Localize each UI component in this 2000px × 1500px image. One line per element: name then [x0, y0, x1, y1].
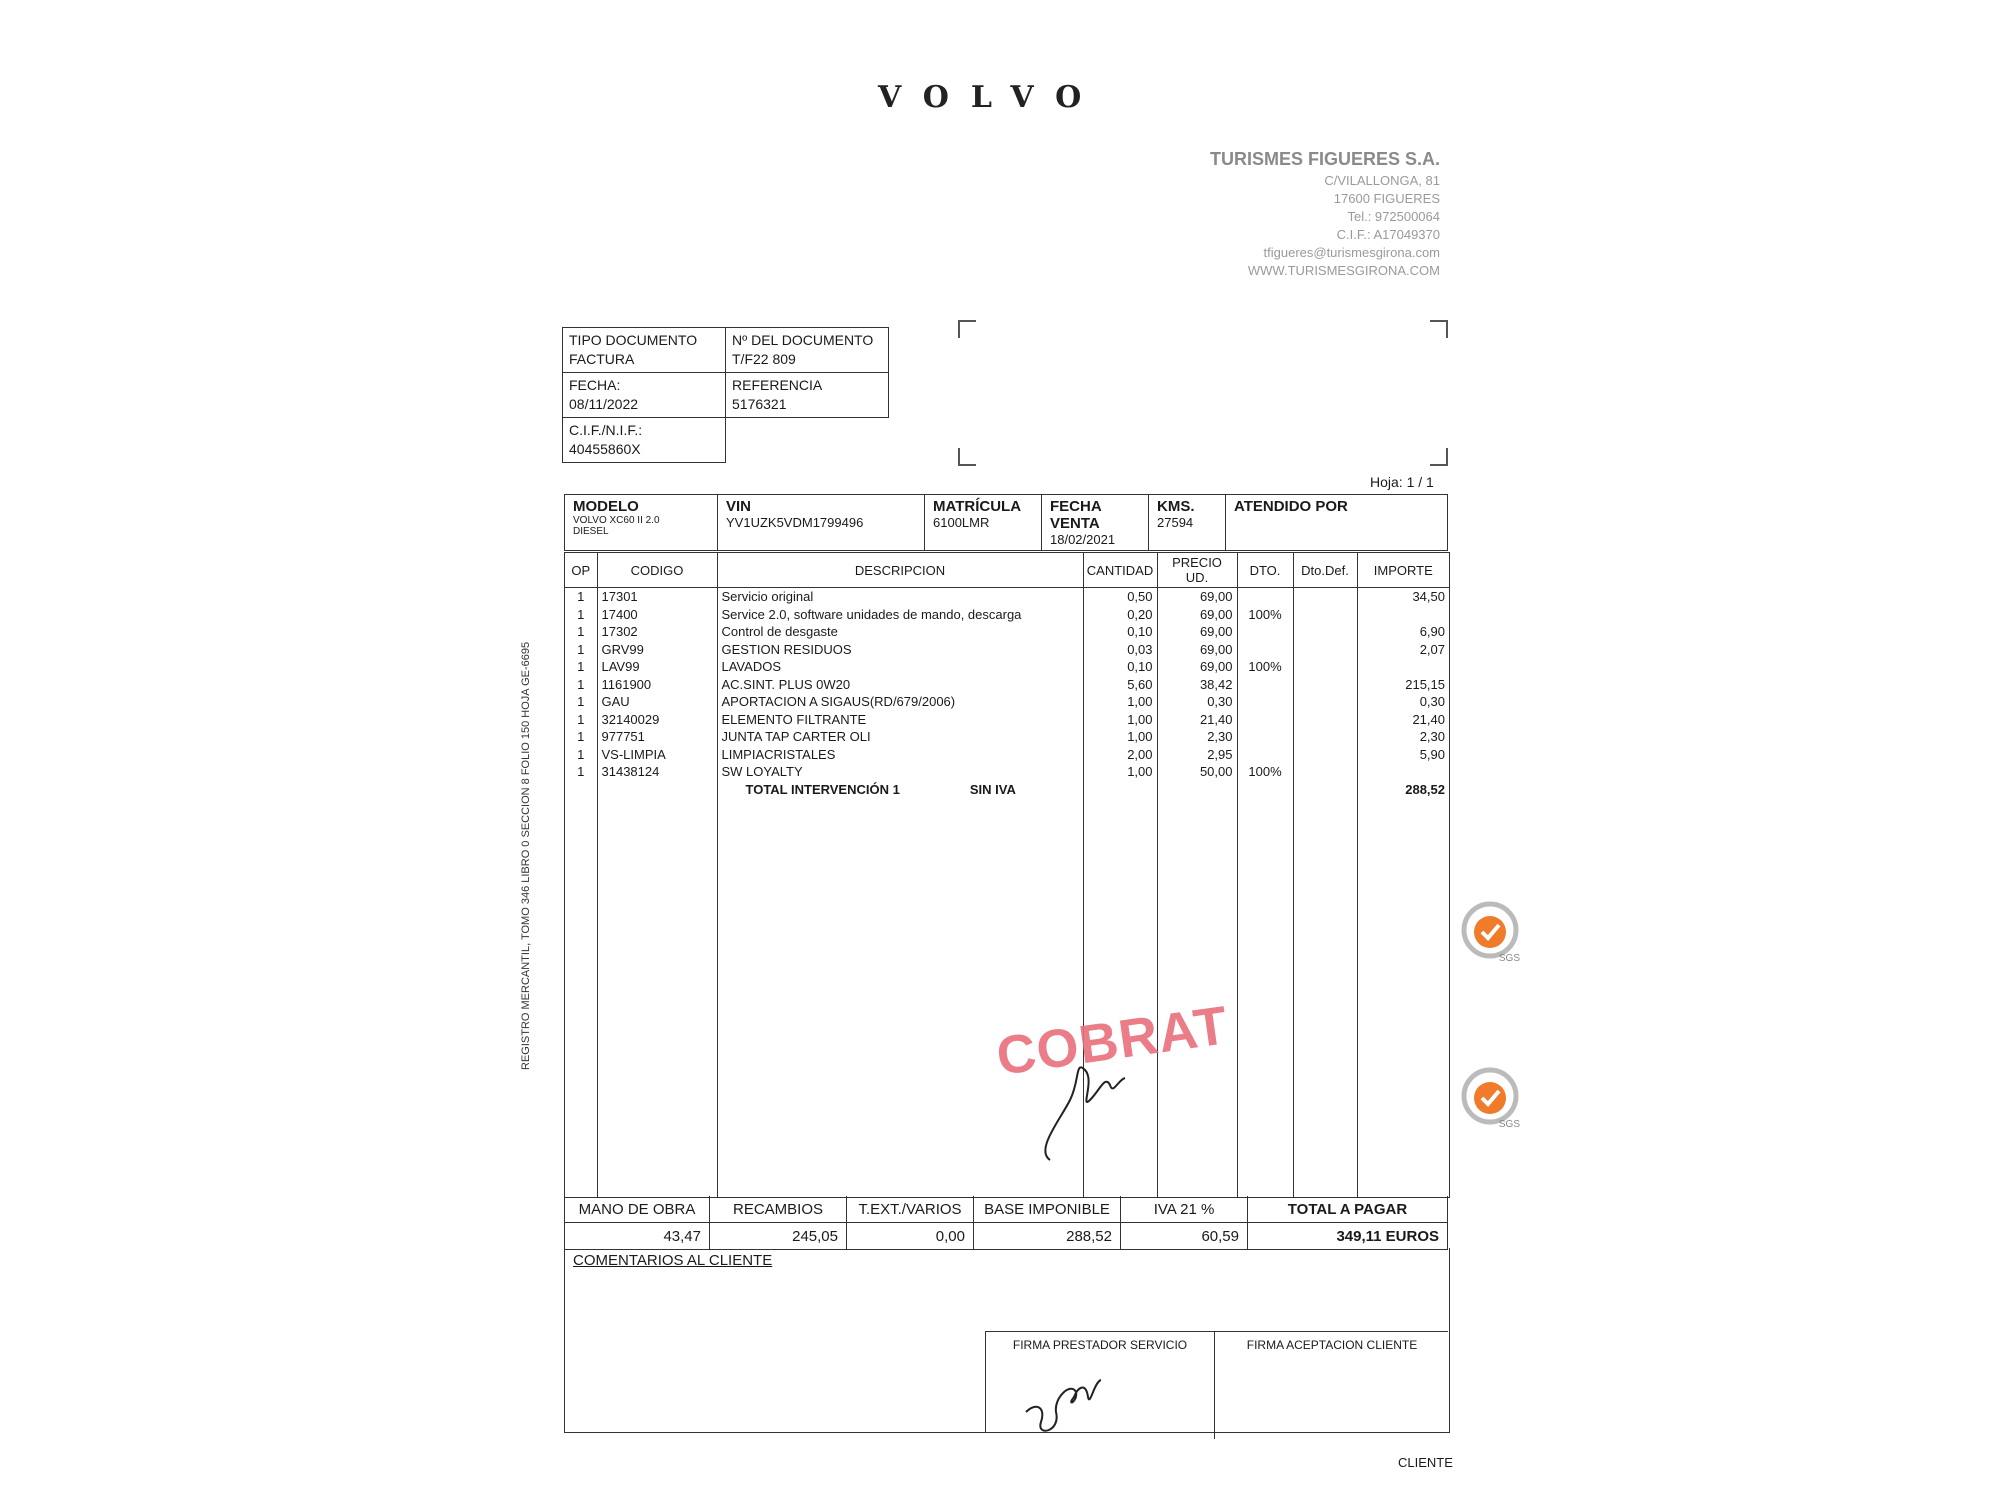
filler-cell [565, 798, 597, 1197]
sgs-logo-1 [1460, 900, 1520, 964]
filler-cell [1293, 798, 1357, 1197]
recambios-value: 245,05 [710, 1223, 847, 1250]
line-importe: 2,30 [1419, 729, 1445, 744]
line-codigo: 17302 [597, 623, 717, 641]
line-dto [1237, 711, 1293, 729]
company-email: tfigueres@turismesgirona.com [1263, 245, 1440, 260]
line-codigo: VS-LIMPIA [597, 746, 717, 764]
firma-cliente: FIRMA ACEPTACION CLIENTE [1246, 1338, 1418, 1352]
line-descripcion: APORTACION A SIGAUS(RD/679/2006) [717, 693, 1083, 711]
stamp-signature [1030, 1040, 1130, 1170]
company-cif: C.I.F.: A17049370 [1336, 227, 1440, 242]
fecha-venta-value: 18/02/2021 [1050, 532, 1116, 547]
col-dto: DTO. [1237, 553, 1293, 588]
line-items-body [565, 588, 1449, 1198]
sgs-label-1: SGS [1498, 953, 1520, 964]
line-precio: 69,00 [1157, 588, 1237, 606]
tipo-documento-cell [563, 328, 726, 373]
filler-cell [717, 798, 1083, 1197]
kms-cell [1149, 495, 1226, 551]
line-op: 1 [565, 658, 597, 676]
col-cantidad: CANTIDAD [1083, 553, 1157, 588]
vin-label: VIN [726, 498, 752, 515]
firma-prestador-label: FIRMA PRESTADOR SERVICIO [1012, 1338, 1188, 1352]
table-row [565, 763, 1449, 781]
line-descripcion: Servicio original [717, 588, 1083, 606]
line-op: 1 [565, 711, 597, 729]
table-row [565, 746, 1449, 764]
line-codigo: LAV99 [597, 658, 717, 676]
table-row [565, 676, 1449, 694]
table-row [565, 711, 1449, 729]
line-dtodef [1293, 728, 1357, 746]
line-op: 1 [565, 606, 597, 624]
line-descripcion: LIMPIACRISTALES [717, 746, 1083, 764]
table-row [565, 658, 1449, 676]
line-cantidad: 1,00 [1083, 711, 1157, 729]
line-importe: 21,40 [1412, 711, 1445, 727]
matricula-value: 6100LMR [933, 515, 990, 530]
line-importe: 6,90 [1419, 624, 1445, 639]
line-dtodef [1293, 641, 1357, 659]
line-dtodef [1293, 623, 1357, 641]
line-dto: 100% [1237, 658, 1293, 676]
line-precio: 2,30 [1157, 728, 1237, 746]
ti-op [565, 781, 597, 799]
document-header-table [562, 327, 889, 463]
cobrat-stamp: COBRAT [992, 995, 1233, 1087]
line-op: 1 [565, 676, 597, 694]
line-importe: 2,07 [1419, 641, 1445, 657]
text-varios-label: T.EXT./VARIOS [847, 1196, 974, 1223]
empty-cell [726, 418, 889, 463]
total-pagar-label: TOTAL A PAGAR [1248, 1196, 1448, 1223]
line-descripcion: LAVADOS [717, 658, 1083, 676]
line-importe [1357, 606, 1449, 624]
line-cantidad: 0,50 [1083, 588, 1157, 606]
line-dto [1237, 676, 1293, 694]
referencia-label: REFERENCIA [732, 377, 823, 393]
window-corner-br [1430, 448, 1448, 466]
col-importe: IMPORTE [1357, 553, 1449, 588]
company-address: C/VILALLONGA, 81 [1324, 173, 1440, 188]
atendido-label: ATENDIDO POR [1234, 498, 1348, 515]
cif-label: C.I.F./N.I.F.: [569, 422, 643, 438]
line-dtodef [1293, 676, 1357, 694]
line-op: 1 [565, 746, 597, 764]
col-codigo: CODIGO [597, 553, 717, 588]
sin-iva-label: SIN IVA [969, 781, 1016, 797]
line-dto [1237, 728, 1293, 746]
firma-prestador [986, 1332, 1215, 1439]
line-dto [1237, 746, 1293, 764]
line-dtodef [1293, 763, 1357, 781]
matricula-cell [925, 495, 1042, 551]
line-descripcion: AC.SINT. PLUS 0W20 [717, 676, 1083, 694]
tipo-label: TIPO DOCUMENTO [569, 332, 698, 348]
line-importe: 34,50 [1412, 589, 1445, 604]
registro-mercantil: REGISTRO MERCANTIL, TOMO 346 LIBRO 0 SECCION 8 FOLIO 150 HOJA GE-6695 [520, 641, 532, 1070]
fecha-venta-cell [1042, 495, 1149, 551]
company-web: WWW.TURISMESGIRONA.COM [1247, 263, 1440, 278]
iva-value: 60,59 [1121, 1223, 1248, 1250]
table-row [565, 623, 1449, 641]
line-descripcion: JUNTA TAP CARTER OLI [717, 728, 1083, 746]
numero-documento-cell [726, 328, 889, 373]
mano-obra-label: MANO DE OBRA [565, 1196, 710, 1223]
line-cantidad: 1,00 [1083, 693, 1157, 711]
line-precio: 69,00 [1157, 606, 1237, 624]
total-intervencion-cell [717, 781, 1083, 799]
company-name: TURISMES FIGUERES S.A. [1209, 149, 1440, 169]
line-dtodef [1293, 658, 1357, 676]
total-intervencion-label: TOTAL INTERVENCIÓN 1 [745, 781, 900, 797]
kms-value: 27594 [1157, 515, 1194, 530]
table-row [565, 641, 1449, 659]
total-intervencion-row [565, 781, 1449, 799]
iva-label: IVA 21 % [1121, 1196, 1248, 1223]
line-dto [1237, 641, 1293, 659]
line-cantidad: 0,10 [1083, 623, 1157, 641]
line-importe [1357, 658, 1449, 676]
line-dtodef [1293, 711, 1357, 729]
line-dtodef [1293, 693, 1357, 711]
line-descripcion: GESTION RESIDUOS [717, 641, 1083, 659]
sgs-logo-2 [1460, 1066, 1520, 1130]
tipo-value: FACTURA [569, 351, 635, 367]
atendido-cell [1226, 495, 1448, 551]
line-descripcion: Control de desgaste [717, 623, 1083, 641]
line-precio: 2,95 [1157, 746, 1237, 764]
ti-codigo [597, 781, 717, 799]
col-precio: PRECIO UD. [1157, 553, 1237, 588]
modelo-cell [565, 495, 718, 551]
line-codigo: 1161900 [597, 676, 717, 694]
numero-value: T/F22 809 [732, 351, 796, 367]
filler-cell [597, 798, 717, 1197]
line-dtodef [1293, 606, 1357, 624]
modelo-value-2: DIESEL [573, 526, 609, 537]
recambios-label: RECAMBIOS [710, 1196, 847, 1223]
fecha-label: FECHA: [569, 377, 621, 393]
line-importe: 0,30 [1419, 694, 1445, 709]
line-cantidad: 5,60 [1083, 676, 1157, 694]
ti-precio [1157, 781, 1237, 799]
fecha-value: 08/11/2022 [569, 396, 639, 412]
line-op: 1 [565, 641, 597, 659]
referencia-value: 5176321 [732, 396, 787, 412]
fecha-cell [563, 373, 726, 418]
line-op: 1 [565, 763, 597, 781]
line-codigo: 17301 [597, 588, 717, 606]
modelo-value: VOLVO XC60 II 2.0 [573, 515, 660, 526]
line-dtodef [1293, 746, 1357, 764]
line-descripcion: SW LOYALTY [717, 763, 1083, 781]
comentarios-label: COMENTARIOS AL CLIENTE [573, 1252, 773, 1269]
ti-dtodef [1293, 781, 1357, 799]
signature-box [985, 1331, 1448, 1433]
total-pagar-value: 349,11 EUROS [1336, 1227, 1439, 1245]
line-dto: 100% [1237, 763, 1293, 781]
vehicle-table [564, 494, 1448, 551]
line-precio: 21,40 [1157, 711, 1237, 729]
cif-value: 40455860X [569, 441, 641, 457]
kms-label: KMS. [1157, 498, 1195, 515]
line-precio: 69,00 [1157, 623, 1237, 641]
check-icon [1460, 1066, 1520, 1126]
line-op: 1 [565, 728, 597, 746]
totals-table [564, 1196, 1448, 1250]
line-op: 1 [565, 693, 597, 711]
line-op: 1 [565, 588, 597, 606]
table-row [565, 588, 1449, 606]
line-cantidad: 1,00 [1083, 728, 1157, 746]
vin-value: YV1UZK5VDM1799496 [726, 515, 864, 530]
window-corner-tr [1430, 320, 1448, 338]
base-imponible-value: 288,52 [974, 1223, 1121, 1250]
sgs-label-2: SGS [1498, 1119, 1520, 1130]
line-descripcion: Service 2.0, software unidades de mando, descarga [717, 606, 1083, 624]
line-dto: 100% [1237, 606, 1293, 624]
line-cantidad: 0,20 [1083, 606, 1157, 624]
line-cantidad: 2,00 [1083, 746, 1157, 764]
line-codigo: GRV99 [597, 641, 717, 659]
ti-dto [1237, 781, 1293, 799]
line-items [564, 552, 1450, 1198]
col-op: OP [565, 553, 597, 588]
line-dto [1237, 588, 1293, 606]
matricula-label: MATRÍCULA [933, 498, 1022, 515]
line-precio: 69,00 [1157, 641, 1237, 659]
line-codigo: 31438124 [597, 763, 717, 781]
line-cantidad: 1,00 [1083, 763, 1157, 781]
check-icon [1460, 900, 1520, 960]
line-codigo: 17400 [597, 606, 717, 624]
volvo-logo: VOLVO [878, 80, 1104, 115]
window-corner-tl [958, 320, 976, 338]
line-items-header [565, 553, 1449, 588]
company-city: 17600 FIGUERES [1333, 191, 1440, 206]
line-dto [1237, 623, 1293, 641]
line-codigo: GAU [597, 693, 717, 711]
line-importe: 5,90 [1419, 746, 1445, 762]
line-cantidad: 0,03 [1083, 641, 1157, 659]
table-row [565, 693, 1449, 711]
modelo-label: MODELO [573, 498, 639, 515]
page-number: Hoja: 1 / 1 [1370, 474, 1434, 490]
line-cantidad: 0,10 [1083, 658, 1157, 676]
line-precio: 69,00 [1157, 658, 1237, 676]
total-intervencion-value: 288,52 [1405, 781, 1445, 797]
company-info [1210, 150, 1440, 280]
col-descripcion: DESCRIPCION [717, 553, 1083, 588]
window-corner-bl [958, 448, 976, 466]
col-dtodef: Dto.Def. [1293, 553, 1357, 588]
filler-cell [1357, 798, 1449, 1197]
referencia-cell [726, 373, 889, 418]
line-importe [1357, 763, 1449, 781]
line-op: 1 [565, 623, 597, 641]
company-tel: Tel.: 972500064 [1347, 209, 1440, 224]
provider-signature [1016, 1352, 1116, 1442]
line-importe: 215,15 [1405, 676, 1445, 692]
filler-row [565, 798, 1449, 1197]
line-codigo: 977751 [597, 728, 717, 746]
mano-obra-value: 43,47 [565, 1223, 710, 1250]
numero-label: Nº DEL DOCUMENTO [732, 332, 874, 348]
line-codigo: 32140029 [597, 711, 717, 729]
line-precio: 50,00 [1157, 763, 1237, 781]
line-precio: 38,42 [1157, 676, 1237, 694]
ti-cant [1083, 781, 1157, 799]
table-row [565, 606, 1449, 624]
cif-cell [563, 418, 726, 463]
comments-box [564, 1248, 1450, 1433]
filler-cell [1237, 798, 1293, 1197]
line-dtodef [1293, 588, 1357, 606]
fecha-venta-label: FECHA VENTA [1050, 498, 1102, 532]
vin-cell [718, 495, 925, 551]
line-precio: 0,30 [1157, 693, 1237, 711]
line-dto [1237, 693, 1293, 711]
base-imponible-label: BASE IMPONIBLE [974, 1196, 1121, 1223]
line-descripcion: ELEMENTO FILTRANTE [717, 711, 1083, 729]
text-varios-value: 0,00 [847, 1223, 974, 1250]
table-row [565, 728, 1449, 746]
cliente-label: CLIENTE [1398, 1455, 1453, 1470]
